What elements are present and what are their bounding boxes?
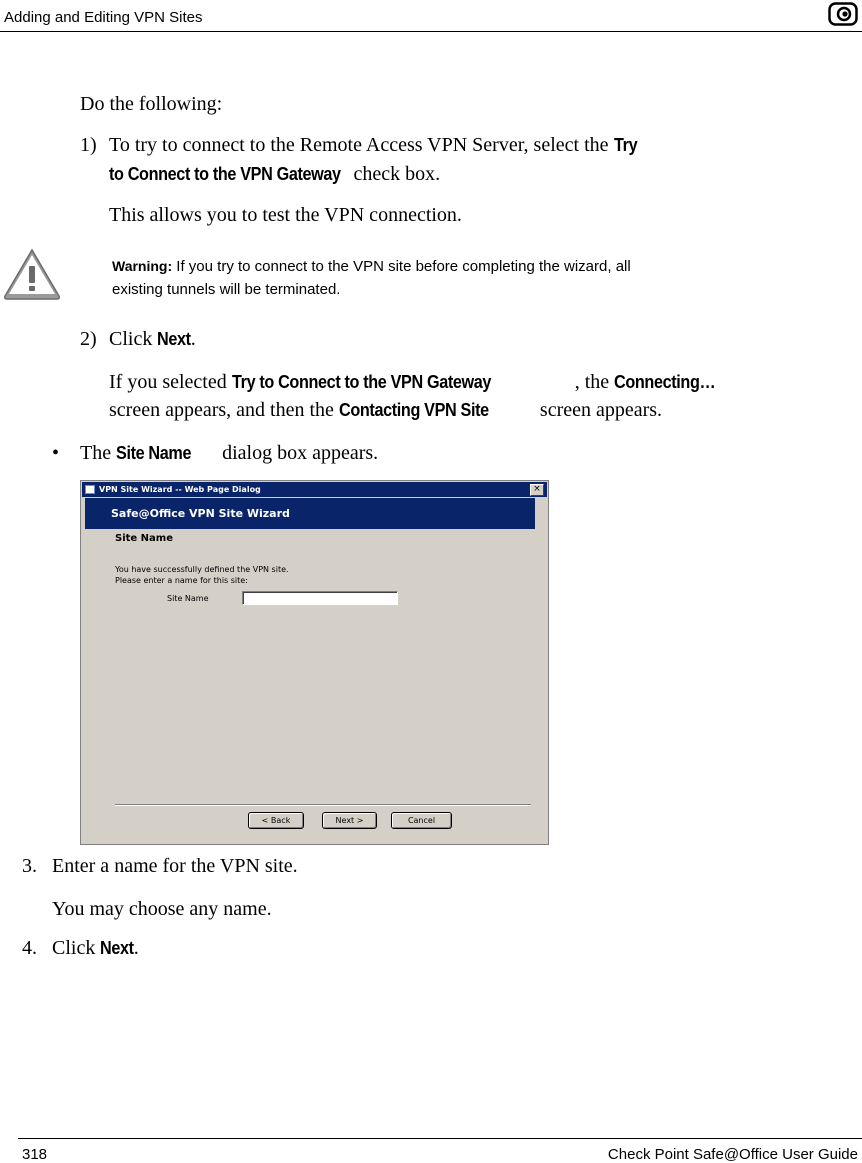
back-button[interactable]: < Back xyxy=(248,812,304,829)
step-3-note: You may choose any name. xyxy=(52,898,272,920)
warning-text: Warning: If you try to connect to the VPN site before completing the wizard, all existing tunnels will be terminated. xyxy=(112,258,631,298)
wizard-step-heading: Site Name xyxy=(115,533,173,544)
dialog-app-icon xyxy=(85,485,95,494)
step-1-number: 1) xyxy=(80,134,97,156)
bullet-text: The Site Name dialog box appears. xyxy=(80,442,379,464)
dialog-title-bar xyxy=(82,482,547,497)
header-title: Adding and Editing VPN Sites xyxy=(4,9,203,26)
step-4-text: Click Next. xyxy=(52,937,139,959)
dialog-separator xyxy=(115,804,531,806)
footer-rule xyxy=(18,1138,862,1139)
site-name-label: Site Name xyxy=(167,594,209,603)
check-point-logo-icon xyxy=(828,2,858,26)
warning-icon xyxy=(2,246,62,302)
step-2-line-2: If you selected Try to Connect to the VPN Gateway , the Connecting… xyxy=(109,371,716,393)
wizard-message-line-1: You have successfully defined the VPN site. xyxy=(115,565,289,574)
dialog-close-button[interactable]: × xyxy=(530,484,544,496)
dialog-title: VPN Site Wizard -- Web Page Dialog xyxy=(99,485,261,494)
page-number: 318 xyxy=(22,1146,48,1163)
step-1-line-1: To try to connect to the Remote Access VPN Server, select the Try xyxy=(109,134,637,156)
page-header xyxy=(0,0,862,32)
cancel-button[interactable]: Cancel xyxy=(391,812,452,829)
intro-text: Do the following: xyxy=(80,93,223,115)
next-button[interactable]: Next > xyxy=(322,812,377,829)
site-name-input[interactable] xyxy=(242,591,398,605)
step-1-note: This allows you to test the VPN connection. xyxy=(109,204,462,226)
guide-title: Check Point Safe@Office User Guide xyxy=(607,1146,858,1163)
step-2-number: 2) xyxy=(80,328,97,350)
step-4-number: 4. xyxy=(22,937,37,959)
site-name-dialog-screenshot xyxy=(80,480,549,845)
step-3-number: 3. xyxy=(22,855,37,877)
wizard-message-line-2: Please enter a name for this site: xyxy=(115,576,248,585)
step-3-text: Enter a name for the VPN site. xyxy=(52,855,298,877)
step-1-line-2: to Connect to the VPN Gateway check box. xyxy=(109,163,441,185)
wizard-banner: Safe@Office VPN Site Wizard xyxy=(85,498,535,529)
bullet-symbol: • xyxy=(52,442,60,464)
step-2-line-1: Click Next. xyxy=(109,328,196,350)
dialog-scrollbar[interactable] xyxy=(535,498,547,844)
step-2-line-3: screen appears, and then the Contacting VPN Site screen appears. xyxy=(109,399,663,421)
